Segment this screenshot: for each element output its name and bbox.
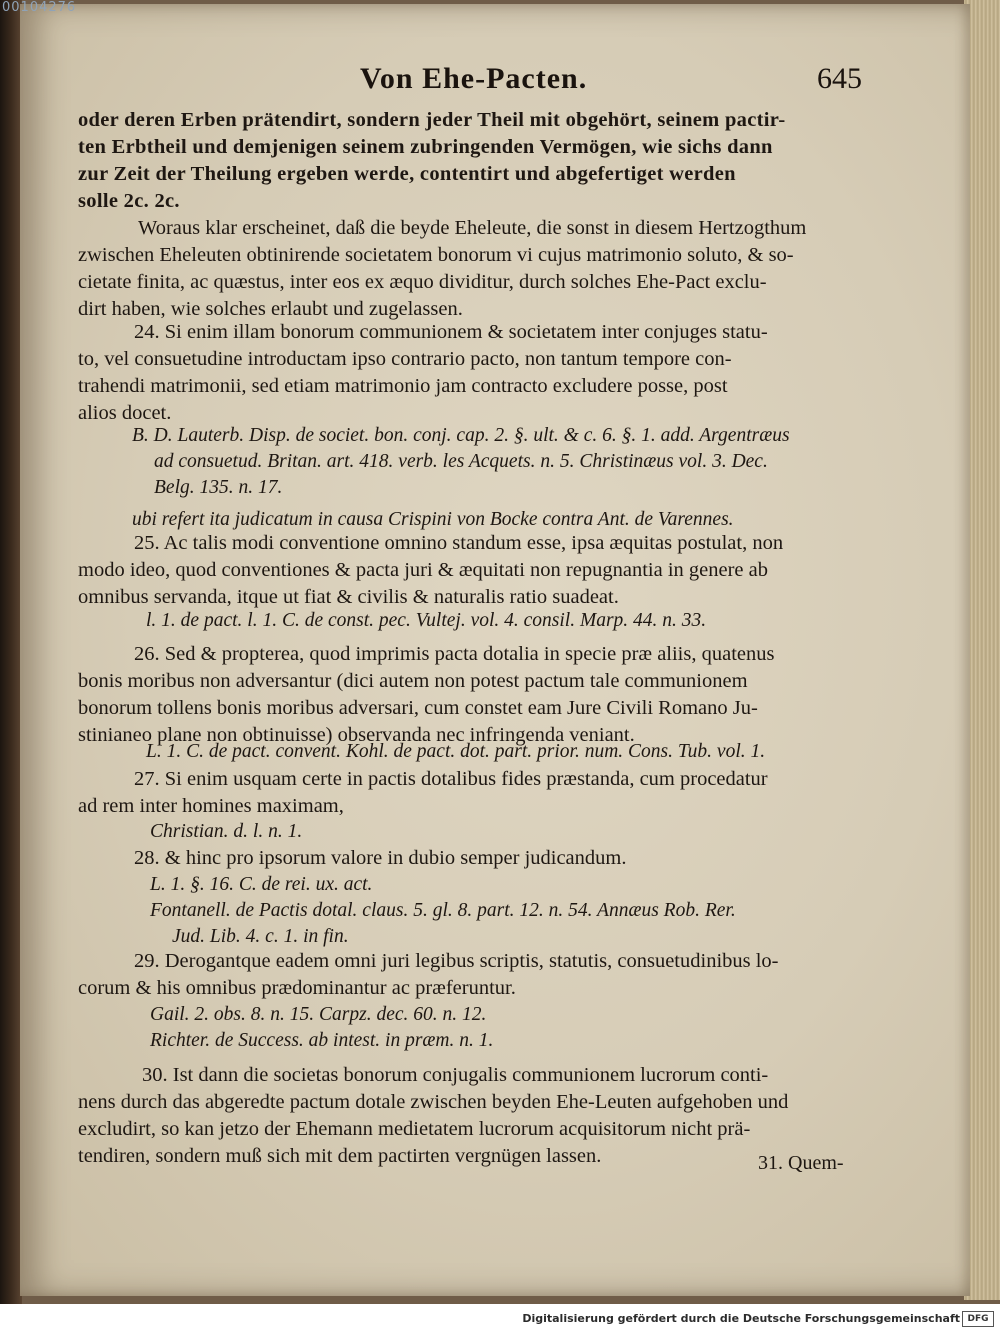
text-line: to, vel consuetudine introductam ipso contrario pacto, non tantum tempore con- xyxy=(78,348,732,370)
text-line: trahendi matrimonii, sed etiam matrimonio jam contracto excludere posse, post xyxy=(78,375,728,397)
text-line: stinianeo plane non obtinuisse) observanda nec infringenda veniant. xyxy=(78,724,635,746)
citation-25 xyxy=(146,607,946,633)
page-number: 645 xyxy=(817,62,862,95)
text-line: 25. Ac talis modi conventione omnino standum esse, ipsa æquitas postulat, non xyxy=(134,532,784,554)
citation-line: ubi refert ita judicatum in causa Crispini von Bocke contra Ant. de Varennes. xyxy=(132,509,734,530)
paragraph-26 xyxy=(78,641,878,749)
text-line: omnibus servanda, itque ut fiat & civilis & naturalis ratio suadeat. xyxy=(78,586,619,608)
paragraph-29 xyxy=(78,948,878,1002)
text-line: corum & his omnibus prædominantur ac præferuntur. xyxy=(78,977,516,999)
citation-line: B. D. Lauterb. Disp. de societ. bon. conj. cap. 2. §. ult. & c. 6. §. 1. add. Argentræus xyxy=(132,425,790,446)
text-line: zur Zeit der Theilung ergeben werde, contentirt und abgefertiget werden xyxy=(78,163,736,185)
citation-27 xyxy=(150,818,950,844)
text-line: nens durch das abgeredte pactum dotale zwischen beyden Ehe-Leuten aufgehoben und xyxy=(78,1091,789,1113)
text-line: solle 2c. 2c. xyxy=(78,190,180,212)
funding-credit: Digitalisierung gefördert durch die Deutsche Forschungsgemeinschaft xyxy=(522,1312,960,1325)
text-line: 28. & hinc pro ipsorum valore in dubio semper judicandum. xyxy=(134,847,627,869)
citation-line: Richter. de Success. ab intest. in præm. n. 1. xyxy=(150,1030,494,1051)
citation-26 xyxy=(146,738,946,764)
text-line: 26. Sed & propterea, quod imprimis pacta dotalia in specie præ aliis, quatenus xyxy=(134,643,775,665)
text-line: ten Erbtheil und demjenigen seinem zubringenden Vermögen, wie sichs dann xyxy=(78,136,773,158)
citation-line: ad consuetud. Britan. art. 418. verb. les Acquets. n. 5. Christinæus vol. 3. Dec. xyxy=(154,451,768,472)
text-line: 24. Si enim illam bonorum communionem & societatem inter conjuges statu- xyxy=(134,321,768,343)
catchword: 31. Quem- xyxy=(758,1152,844,1174)
dfg-logo-icon: DFG xyxy=(962,1311,994,1327)
citation-line: Gail. 2. obs. 8. n. 15. Carpz. dec. 60. n. 12. xyxy=(150,1004,487,1025)
text-line: bonorum tollens bonis moribus adversari, cum constet eam Jure Civili Romano Ju- xyxy=(78,697,758,719)
citation-line: Belg. 135. n. 17. xyxy=(154,477,283,498)
footer-bar xyxy=(0,1304,1000,1331)
citation-line: Jud. Lib. 4. c. 1. in fin. xyxy=(172,926,349,947)
running-head: Von Ehe-Pacten. xyxy=(360,62,588,95)
citation-29 xyxy=(150,1001,950,1053)
shelfmark: 00104276 xyxy=(2,0,77,15)
citation-24 xyxy=(132,422,932,532)
citation-28 xyxy=(150,871,950,949)
text-line: cietate finita, ac quæstus, inter eos ex æquo dividitur, durch solches Ehe-Pact exclu- xyxy=(78,271,767,293)
paragraph-28 xyxy=(78,845,878,872)
text-line: bonis moribus non adversantur (dici autem non potest pactum tale communionem xyxy=(78,670,748,692)
text-line: Woraus klar erscheinet, daß die beyde Eheleute, die sonst in diesem Hertzogthum xyxy=(138,217,807,239)
book-binding xyxy=(0,0,22,1331)
citation-line: l. 1. de pact. l. 1. C. de const. pec. Vultej. vol. 4. consil. Marp. 44. n. 33. xyxy=(146,610,707,631)
text-line: dirt haben, wie solches erlaubt und zugelassen. xyxy=(78,298,463,320)
text-line: alios docet. xyxy=(78,402,172,424)
text-line: 29. Derogantque eadem omni juri legibus scriptis, statutis, consuetudinibus lo- xyxy=(134,950,779,972)
book-page xyxy=(20,4,970,1296)
paragraph-24 xyxy=(78,319,878,427)
text-line: ad rem inter homines maximam, xyxy=(78,795,344,817)
paragraph-continuation xyxy=(78,107,878,215)
citation-line: Fontanell. de Pactis dotal. claus. 5. gl. 8. part. 12. n. 54. Annæus Rob. Rer. xyxy=(150,900,736,921)
citation-line: L. 1. C. de pact. convent. Kohl. de pact. dot. part. prior. num. Cons. Tub. vol. 1. xyxy=(146,741,766,762)
text-line: 27. Si enim usquam certe in pactis dotalibus fides præstanda, cum procedatur xyxy=(134,768,768,790)
citation-line: L. 1. §. 16. C. de rei. ux. act. xyxy=(150,874,373,895)
paragraph-25 xyxy=(78,530,878,611)
text-line: modo ideo, quod conventiones & pacta juri & æquitati non repugnantia in genere ab xyxy=(78,559,768,581)
text-line: oder deren Erben prätendirt, sondern jeder Theil mit obgehört, seinem pactir- xyxy=(78,109,786,131)
paragraph-woraus xyxy=(78,215,878,323)
citation-line: Christian. d. l. n. 1. xyxy=(150,821,303,842)
paragraph-27 xyxy=(78,766,878,820)
text-line: 30. Ist dann die societas bonorum conjugalis communionem lucrorum conti- xyxy=(142,1064,769,1086)
text-line: zwischen Eheleuten obtinirende societatem bonorum vi cujus matrimonio soluto, & so- xyxy=(78,244,794,266)
text-line: excludirt, so kan jetzo der Ehemann medietatem lucrorum acquisitorum nicht prä- xyxy=(78,1118,751,1140)
text-line: tendiren, sondern muß sich mit dem pactirten vergnügen lassen. xyxy=(78,1145,602,1167)
